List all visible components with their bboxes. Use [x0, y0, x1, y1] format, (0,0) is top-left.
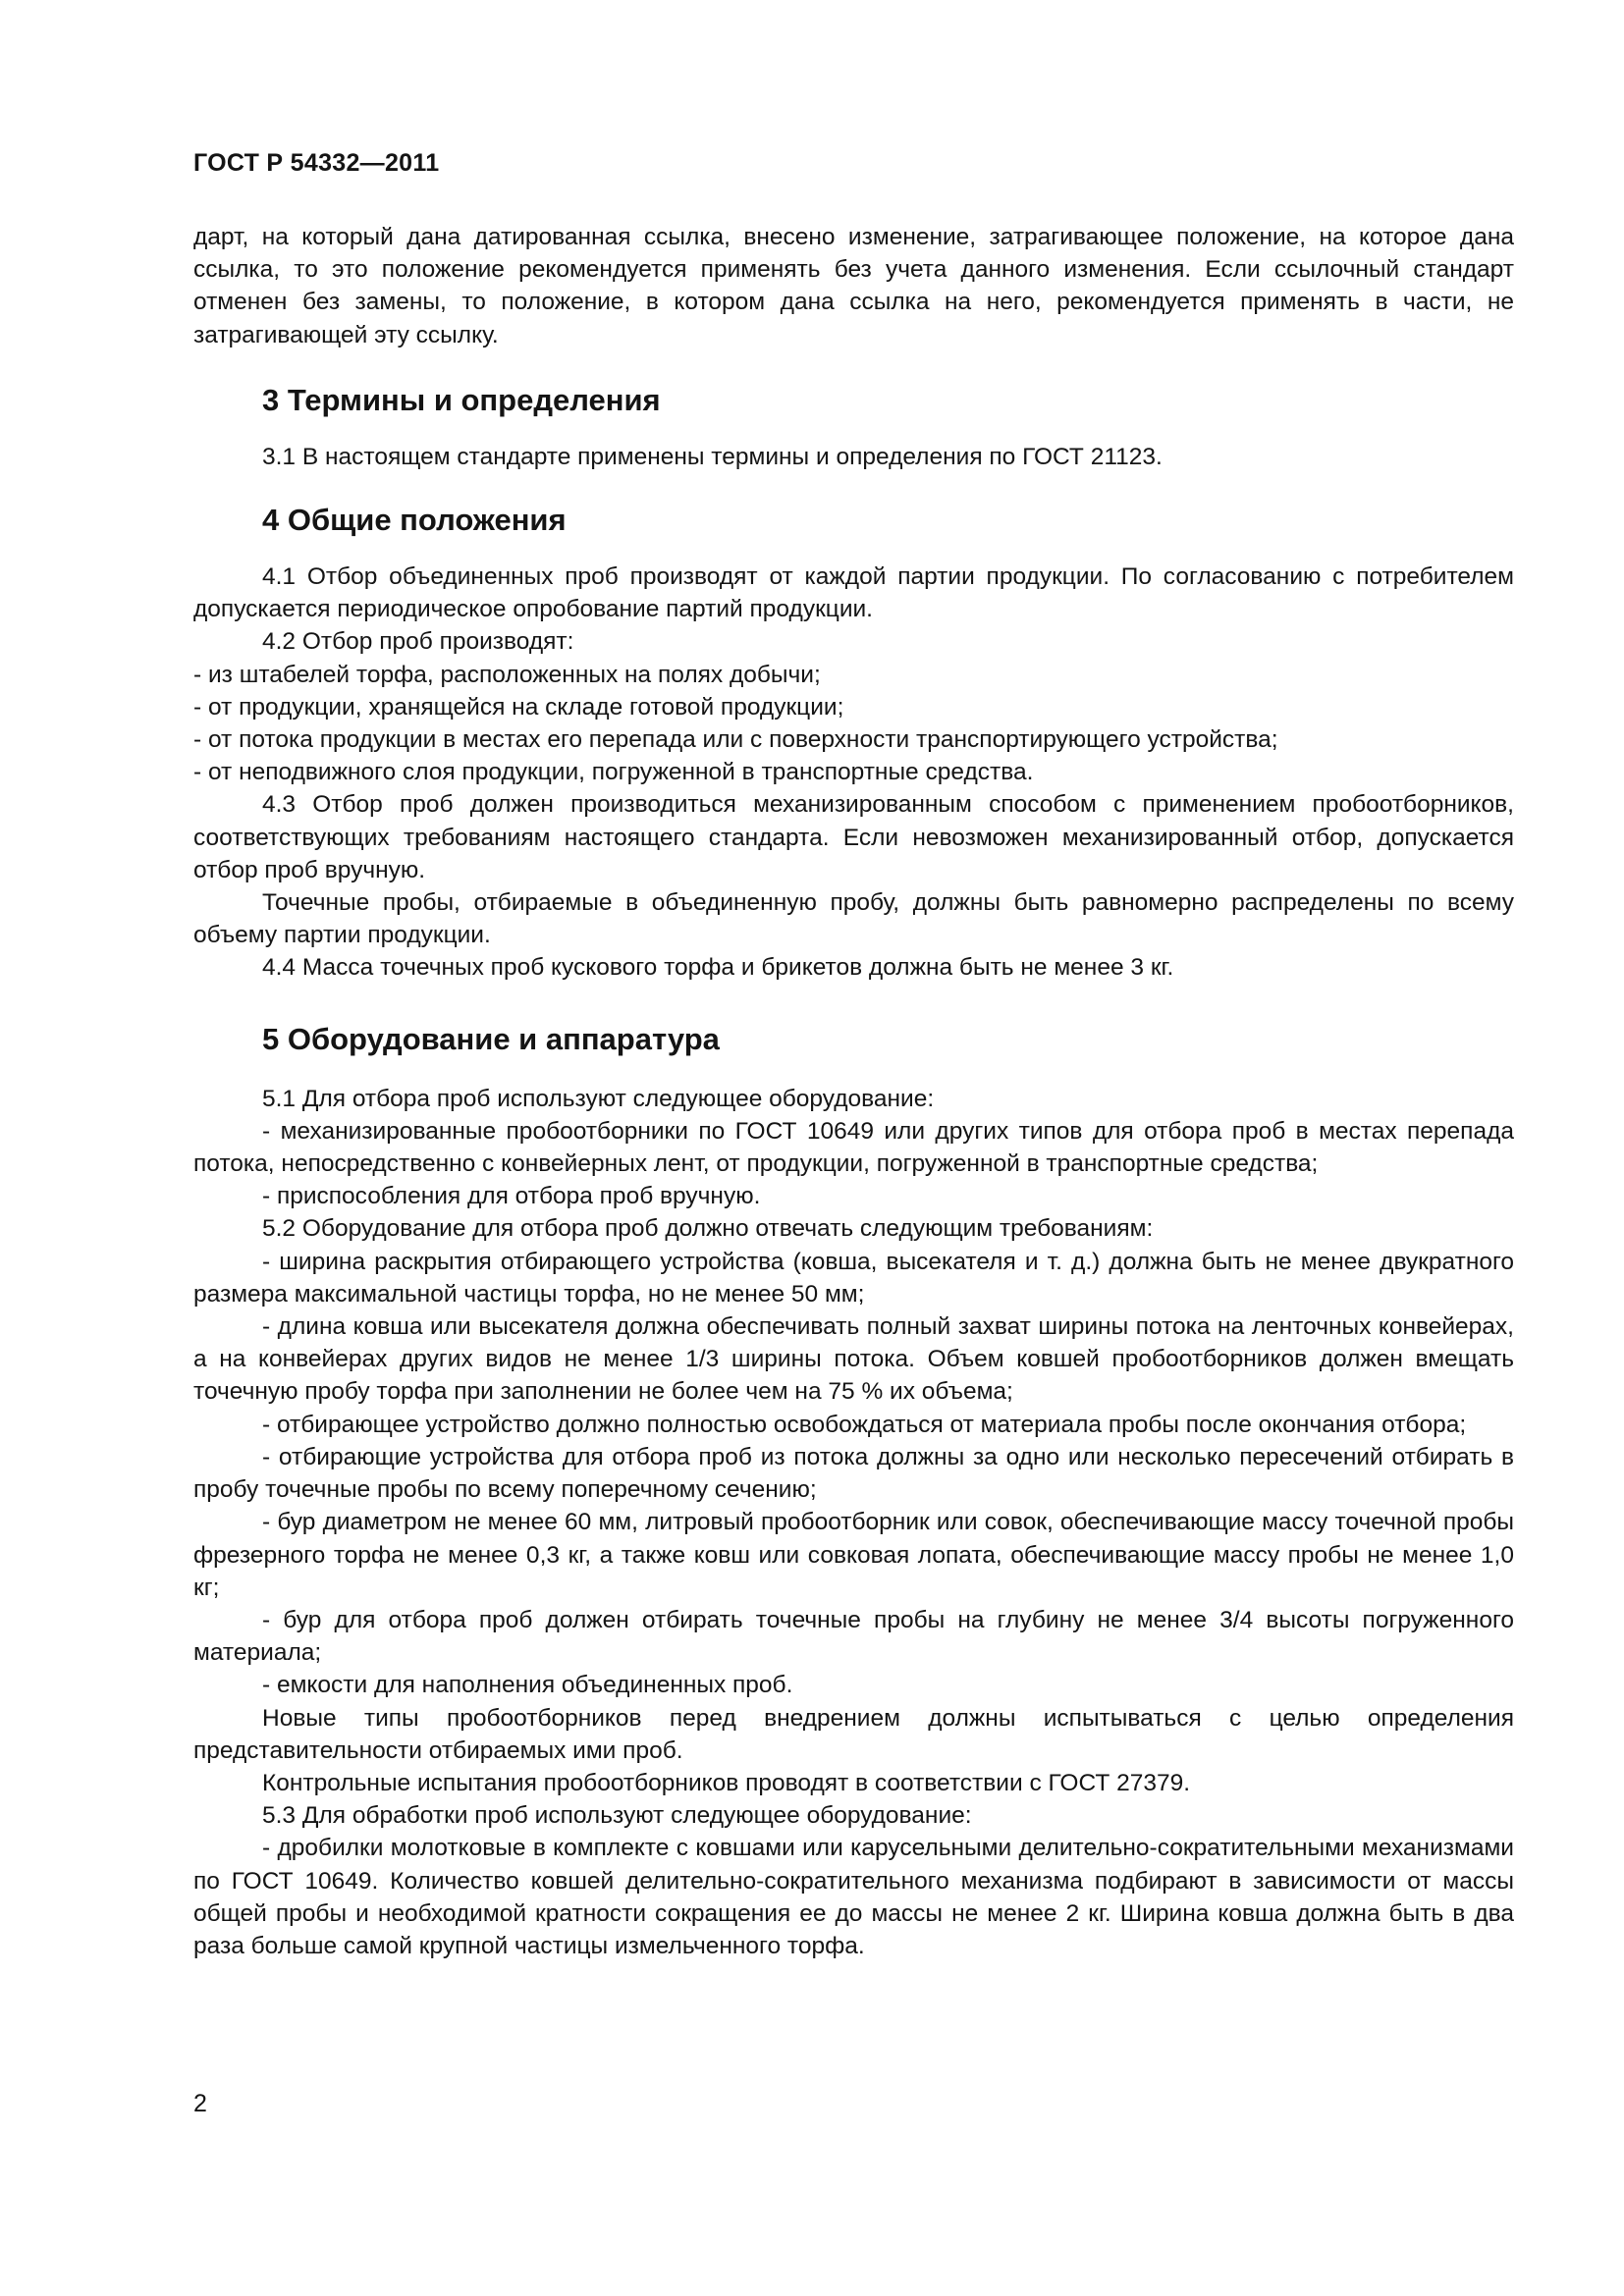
document-body — [193, 221, 1514, 1962]
paragraph-point-samples: Точечные пробы, отбираемые в объединенную пробу, должны быть равномерно распределены по всему объему партии продукции. — [193, 889, 1514, 949]
paragraph-5-3: 5.3 Для обработки проб используют следующее оборудование: — [262, 1802, 972, 1830]
paragraph-4-3: 4.3 Отбор проб должен производиться механизированным способом с применением пробоотборников, соответствующих требованиям настоящего стандарта. Если невозможен механизированный отбор, допускается отбор проб вручную. — [193, 791, 1514, 883]
paragraph-new-samplers: Новые типы пробоотборников перед внедрением должны испытываться с целью определения представительности отбираемых ими проб. — [193, 1704, 1514, 1764]
list-item: - бур для отбора проб должен отбирать точечные пробы на глубину не менее 3/4 высоты погруженного материала; — [193, 1606, 1514, 1667]
paragraph-3-1: 3.1 В настоящем стандарте применены термины и определения по ГОСТ 21123. — [262, 443, 1163, 470]
list-item: - из штабелей торфа, расположенных на полях добычи; — [193, 661, 821, 688]
intro-paragraph: дарт, на который дана датированная ссылка, внесено изменение, затрагивающее положение, на которое дана ссылка, то это положение рекомендуется применять без учета данного изменения. Если ссылочный стандарт отменен без замены, то положение, в котором дана ссылка на него, рекомендуется применять в части, не затрагивающей эту ссылку. — [193, 224, 1514, 348]
list-item: - приспособления для отбора проб вручную. — [262, 1183, 761, 1210]
list-item: - бур диаметром не менее 60 мм, литровый пробоотборник или совок, обеспечивающие массу точечной пробы фрезерного торфа не менее 0,3 кг, а также ковш или совковая лопата, обеспечивающие массу пробы не менее 1,0 кг; — [193, 1509, 1514, 1601]
section-5-title: 5 Оборудование и аппаратура — [262, 1021, 720, 1056]
list-item: - длина ковша или высекателя должна обеспечивать полный захват ширины потока на ленточных конвейерах, а на конвейерах других видов не менее 1/3 ширины потока. Объем ковшей пробоотборников должен вмещать точечную пробу торфа при заполнении не более чем на 75 % их объема; — [193, 1313, 1514, 1406]
list-item: - от продукции, хранящейся на складе готовой продукции; — [193, 693, 844, 721]
list-item: - отбирающие устройства для отбора проб из потока должны за одно или несколько пересечений отбирать в пробу точечные пробы по всему поперечному сечению; — [193, 1443, 1514, 1504]
list-item: - емкости для наполнения объединенных проб. — [262, 1672, 793, 1699]
list-item: - отбирающее устройство должно полностью освобождаться от материала пробы после окончания отбора; — [262, 1411, 1467, 1438]
list-item: - механизированные пробоотборники по ГОСТ 10649 или других типов для отбора проб в местах перепада потока, непосредственно с конвейерных лент, от продукции, погруженной в транспортные средства; — [193, 1117, 1514, 1178]
section-3-title: 3 Термины и определения — [262, 382, 661, 417]
paragraph-control-tests: Контрольные испытания пробоотборников проводят в соответствии с ГОСТ 27379. — [262, 1769, 1191, 1796]
section-4-title: 4 Общие положения — [262, 503, 567, 538]
paragraph-5-1: 5.1 Для отбора проб используют следующее оборудование: — [262, 1085, 935, 1112]
document-header: ГОСТ Р 54332—2011 — [193, 149, 440, 177]
paragraph-5-2: 5.2 Оборудование для отбора проб должно отвечать следующим требованиям: — [262, 1215, 1154, 1243]
paragraph-4-1: 4.1 Отбор объединенных проб производят от каждой партии продукции. По согласованию с потребителем допускается периодическое опробование партий продукции. — [193, 563, 1514, 623]
list-item: - от потока продукции в местах его перепада или с поверхности транспортирующего устройства; — [193, 726, 1278, 754]
list-item: - ширина раскрытия отбирающего устройства (ковша, высекателя и т. д.) должна быть не менее двукратного размера максимальной частицы торфа, но не менее 50 мм; — [193, 1248, 1514, 1308]
page-number: 2 — [193, 2090, 207, 2117]
paragraph-4-2: 4.2 Отбор проб производят: — [262, 628, 574, 656]
paragraph-4-4: 4.4 Масса точечных проб кускового торфа и брикетов должна быть не менее 3 кг. — [262, 954, 1174, 982]
list-item: - дробилки молотковые в комплекте с ковшами или карусельными делительно-сократительными механизмами по ГОСТ 10649. Количество ковшей делительно-сократительного механизма подбирают в зависимости от массы общей пробы и необходимой кратности сокращения ее до массы не менее 2 кг. Ширина ковша должна быть в два раза больше самой крупной частицы измельченного торфа. — [193, 1835, 1514, 1959]
list-item: - от неподвижного слоя продукции, погруженной в транспортные средства. — [193, 759, 1034, 786]
